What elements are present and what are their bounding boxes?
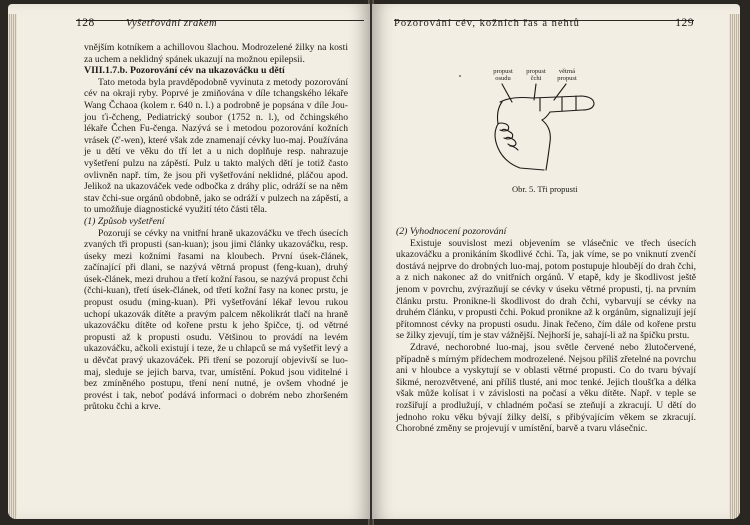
right-running-head bbox=[394, 17, 694, 29]
figure-caption: Obr. 5. Tři propusti bbox=[512, 184, 578, 194]
left-page-number: 128 bbox=[76, 17, 95, 29]
left-paragraph-1: Tato metoda byla pravděpodobně vyvinuta z metody pozorování cév na okraji ryby. Poprvé je zmiňována v díle tchangského lékaře Wang Čchaoa (kolem r. 640 n. l.) a podrobně je popsána v díle Jou-jou ťi-čcheng, Pediatrický soubor (1752 n. l.), od čchingského lékaře Čchen Fu-čenga. Nazývá se i metodou pozorování kožních vrásek (č'-wen), které však zde znamenají cévky luo-maj. Používána je u dětí ve věku do tří let a u nich doplňuje resp. nahrazuje vyšetření pulzu na zápěstí. Pulz u takto malých dětí je totiž často ovlivněn např. tím, že jsou při vyšetřování neklidné, pláčou apod. Jelikož na ukazováček vede odbočka z dráhy plic, odráží se na něm stav čchi-sue orgánů obdobně, jako se odráží v pulzech na zápěstí, a to umožňuje diagnostické využití této části těla. bbox=[84, 76, 348, 216]
left-page bbox=[8, 4, 370, 519]
hand-drawing-icon bbox=[442, 66, 612, 176]
left-header-title: Vyšetřování zrakem bbox=[126, 18, 218, 29]
left-paragraph-2: Pozorují se cévky na vnitřní hraně ukazováčku ve třech úsecích zvaných tři propusti (san-kuan); jsou jimi články ukazováčku, resp. úseky mezi kožními řasami na kloubech. První úsek-článek, začínající při dlani, se nazývá větrná propust (feng-kuan), druhý úsek-článek, mezi druhou a třetí kožní řasou, se nazývá propust čchi (čchi-kuan), třetí úsek-článek, od třetí kožní řasy na konec prstu, je propust osudu (ming-kuan). Při vyšetřování lékař levou rukou uchopí ukazovák dítěte a pravým palcem několikrát tlačí na hraně ukazováčku dítěte od kořene prstu k jeho špičce, tj. od větrné propusti až k propusti osudu. Většinou to provádí na levém ukazováčku, ačkoli existují i teze, že u chlapců se má vyšetřit levý a u děvčat pravý ukazováček. Při tření se pozorují objevivší se luo-maj, sleduje se jejich barva, tvar, umístění. Pokud jsou viditelné i bez zmíněného postupu, tření není nutné, je ovšem vhodné je provést i tak, neboť podává informaci o dobrém nebo zhoršeném průtoku čchi a krve. bbox=[84, 227, 348, 413]
subsection-heading-evaluation: (2) Vyhodnocení pozorování bbox=[396, 226, 507, 237]
page-edges-right bbox=[729, 14, 740, 519]
right-paragraph-2: Zdravé, nechorobné luo-maj, jsou světle červené nebo žlutočervené, případně s mírným přídechem modrozelené. Nejsou příliš zřetelné na povrchu ani v hloubce a vyskytují se v oblasti větrné propusti. Co do tvaru bývají šikmé, nerozvětvené, ani příliš tlusté, ani moc tenké. Jejich tloušťka a délka však může kolísat i v závislosti na počasí a věku dítěte. Např. v teple se rozšiřují a prodlužují, v chladném počasí se zteňují a zkracují. U dětí do jednoho roku věku bývají žilky delší, s přibývajícím věkem se zkracují. Chorobné změny se projevují v umístění, barvě a tvaru vlásečnic. bbox=[396, 341, 696, 435]
left-body-text bbox=[84, 42, 348, 413]
hand-figure bbox=[442, 66, 612, 186]
page-edges-left bbox=[8, 14, 17, 519]
figure-label-fate-gate: propust osudu bbox=[493, 68, 513, 82]
right-paragraph-1: Existuje souvislost mezi objevením se vlásečnic ve třech úsecích ukazováčku a pronikáním škodlivé čchi. Ta, jak víme, se po vniknutí zvenčí dostává nejprve do drobných luo-maj, potom postupuje hloubějí do drah čchi, a z nich nakonec až do vnitřních orgánů. V etapě, kdy je škodlivost ještě jenom v povrchu, zvýrazňují se cévky v úseku větrné propusti, tj. na prvním článku prstu. Pronikne-li škodlivost do drah čchi, vybarvují se cévky na druhém článku, v propusti čchi. Pokud pronikne až k orgánům, signalizují její přítomnost cévky na propusti osudu. Jinak řečeno, čím dále od kořene prstu se žilky zjevují, tím je stav vážnější. Nejhorší je, sahají-li až na špičku prstu. bbox=[396, 237, 696, 342]
right-header-title: Pozorování cév, kožních řas a nehtů bbox=[394, 18, 580, 29]
subsection-heading-method: (1) Způsob vyšetření bbox=[84, 215, 165, 227]
figure-label-wind-gate: větrná propust bbox=[557, 68, 577, 82]
left-running-head bbox=[76, 17, 364, 29]
right-page-number: 129 bbox=[675, 17, 694, 29]
left-intro-paragraph: vnějším kotníkem a achillovou šlachou. Modrozelené žilky na kosti za uchem a neklidný spánek ukazují na možnou epilepsii. bbox=[84, 42, 348, 65]
section-heading: VIII.1.7.b. Pozorování cév na ukazováčku u dětí bbox=[84, 65, 285, 77]
right-body-text bbox=[396, 226, 696, 435]
figure-label-qi-gate: propust čchi bbox=[526, 68, 546, 82]
right-page bbox=[372, 4, 740, 519]
